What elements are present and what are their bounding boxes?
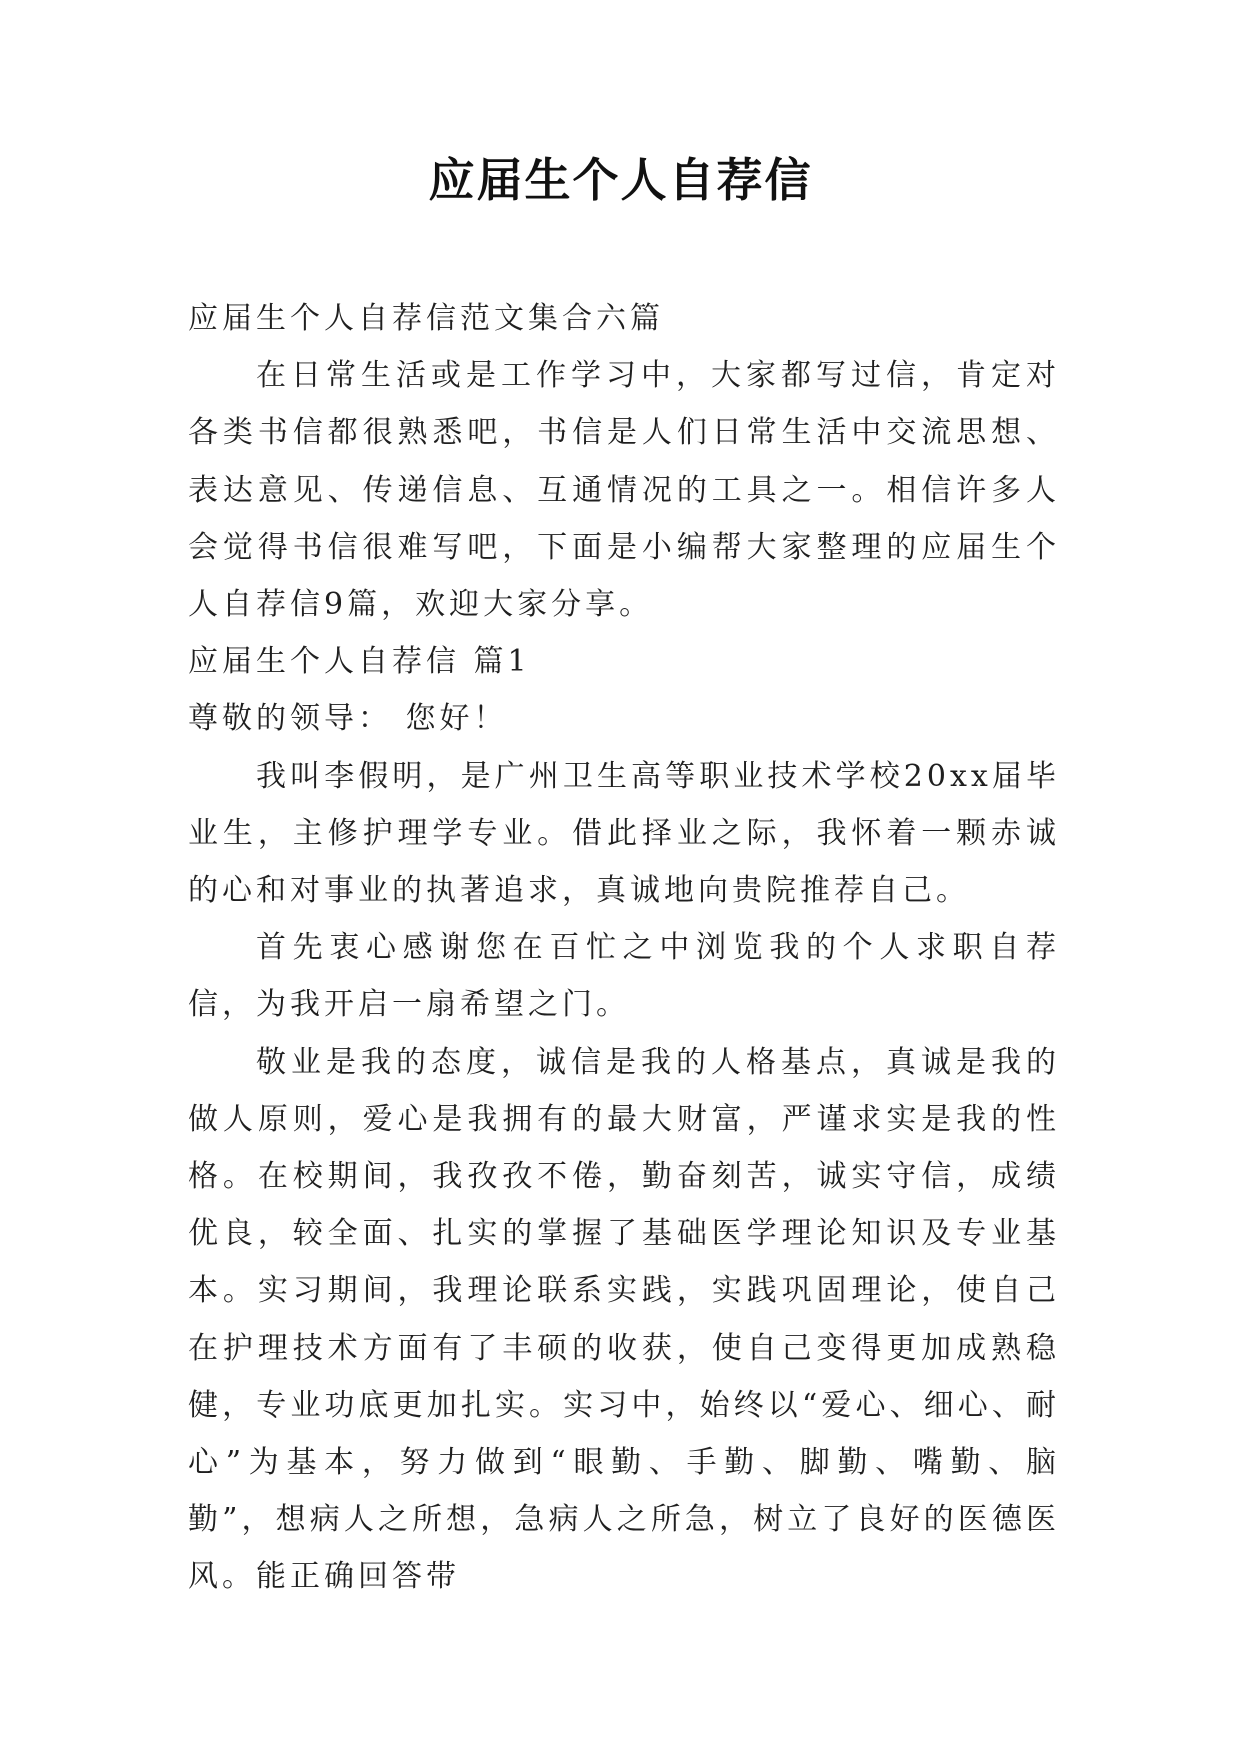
body-paragraph: 敬业是我的态度，诚信是我的人格基点，真诚是我的做人原则，爱心是我拥有的最大财富，严谨求实是我的性格。在校期间，我孜孜不倦，勤奋刻苦，诚实守信，成绩优良，较全面、扎实的掌握了基础医学理论知识及专业基本。实习期间，我理论联系实践，实践巩固理论，使自己在护理技术方面有了丰硕的收获，使自己变得更加成熟稳健，专业功底更加扎实。实习中，始终以“爱心、细心、耐心”为基本，努力做到“眼勤、手勤、脚勤、嘴勤、脑勤”，想病人之所想，急病人之所急，树立了良好的医德医风。能正确回答带 bbox=[188, 1044, 1060, 1595]
body-paragraph: 首先衷心感谢您在百忙之中浏览我的个人求职自荐信，为我开启一扇希望之门。 bbox=[188, 930, 1060, 1023]
salutation: 尊敬的领导： 您好！ bbox=[188, 701, 508, 737]
subtitle-line: 应届生个人自荐信范文集合六篇 bbox=[188, 301, 664, 336]
intro-paragraph: 在日常生活或是工作学习中，大家都写过信，肯定对各类书信都很熟悉吧，书信是人们日常生活中交流思想、表达意见、传递信息、互通情况的工具之一。相信许多人会觉得书信很难写吧，下面是小编帮大家整理的应届生个人自荐信9篇，欢迎大家分享。 bbox=[188, 358, 1060, 623]
section-heading: 应届生个人自荐信 篇1 bbox=[188, 644, 531, 680]
body-paragraph: 我叫李假明，是广州卫生高等职业技术学校20xx届毕业生，主修护理学专业。借此择业之际，我怀着一颗赤诚的心和对事业的执著追求，真诚地向贵院推荐自己。 bbox=[188, 758, 1060, 909]
document-title: 应届生个人自荐信 bbox=[428, 153, 813, 207]
document-body bbox=[188, 290, 1060, 1606]
